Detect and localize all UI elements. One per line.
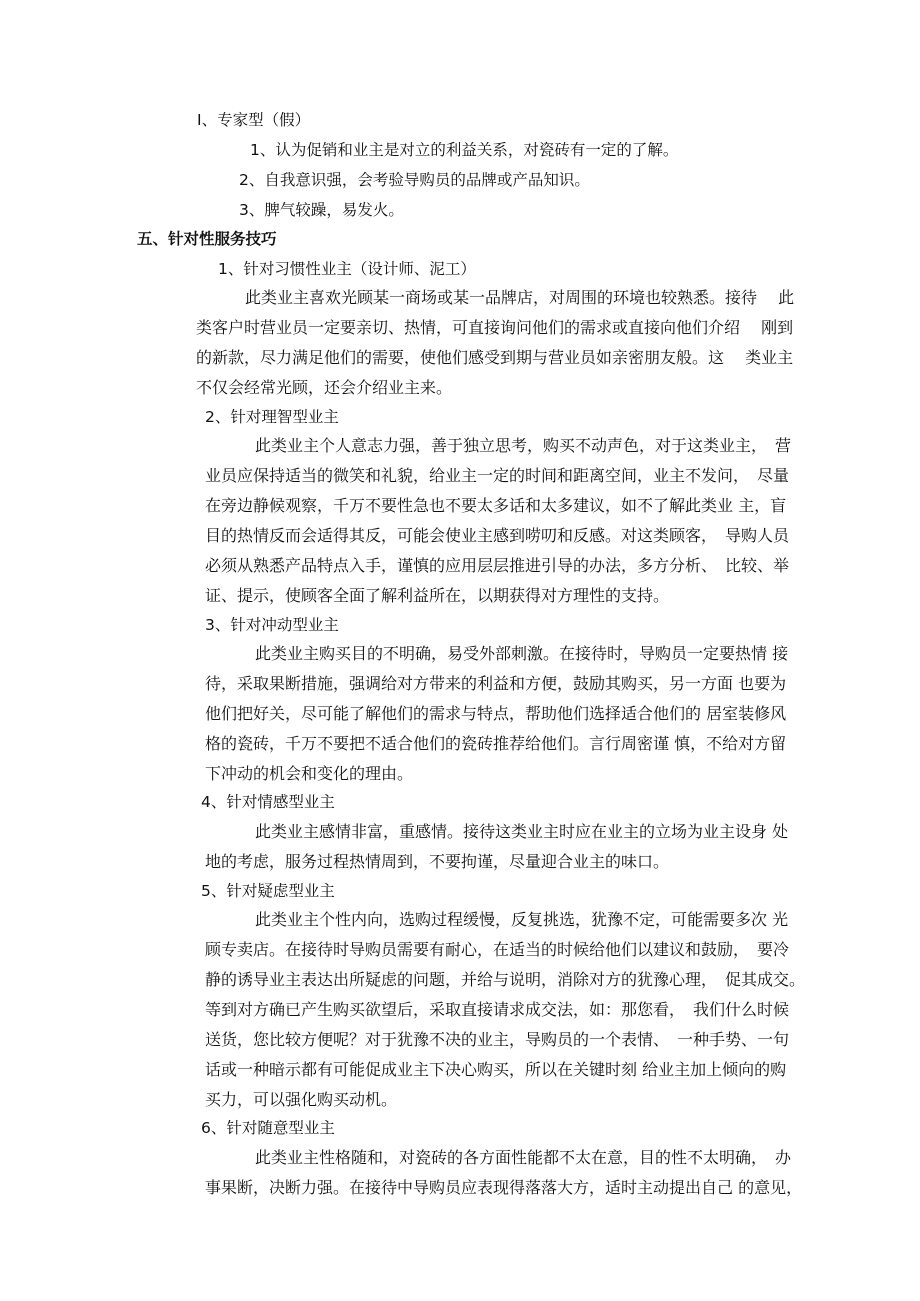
subsection-title: 2、针对理智型业主: [205, 408, 339, 426]
paragraph-line: 必须从熟悉产品特点入手，谨慎的应用层层推进引导的办法，多方分析、 比较、举: [205, 556, 790, 575]
paragraph-line: 此类业主喜欢光顾某一商场或某一品牌店，对周围的环境也较熟悉。接待 此: [245, 288, 795, 307]
paragraph-line: 送货，您比较方便呢？对于犹豫不决的业主，导购员的一个表情、 一种手势、一句: [205, 1030, 790, 1049]
paragraph-line: 他们把好关，尽可能了解他们的需求与特点，帮助他们选择适合他们的 居室装修风: [205, 704, 787, 723]
paragraph-line: 此类业主个性内向，选购过程缓慢，反复挑选，犹豫不定，可能需要多次 光: [255, 910, 789, 929]
paragraph-line: 下冲动的机会和变化的理由。: [205, 764, 414, 783]
paragraph-line: 此类业主购买目的不明确，易受外部刺激。在接待时，导购员一定要热情 接: [255, 644, 789, 663]
paragraph-line: 事果断，决断力强。在接待中导购员应表现得落落大方，适时主动提出自己 的意见，: [205, 1178, 803, 1197]
paragraph-line: 格的瓷砖，千万不要把不适合他们的瓷砖推荐给他们。言行周密谨 慎，不给对方留: [205, 734, 787, 753]
paragraph-line: 此类业主性格随和，对瓷砖的各方面性能都不太在意，目的性不太明确， 办: [255, 1148, 792, 1167]
paragraph-line: 此类业主感情非富，重感情。接待这类业主时应在业主的立场为业主设身 处: [255, 822, 789, 841]
paragraph-line: 不仅会经常光顾，还会介绍业主来。: [196, 378, 453, 397]
section-heading: 五、针对性服务技巧: [137, 230, 277, 248]
paragraph-line: 证、提示，使顾客全面了解利益所在，以期获得对方理性的支持。: [205, 586, 670, 605]
subsection-title: 4、针对情感型业主: [201, 793, 335, 811]
subsection-title: 3、针对冲动型业主: [205, 616, 339, 634]
paragraph-line: 顾专卖店。在接待时导购员需要有耐心，在适当的时候给他们以建议和鼓励， 要冷: [205, 940, 790, 959]
expert-item-3: 3、脾气较躁，易发火。: [239, 201, 404, 219]
paragraph-line: 静的诱导业主表达出所疑虑的问题，并给与说明，消除对方的犹豫心理， 促其成交。: [205, 970, 806, 989]
paragraph-line: 的新款，尽力满足他们的需要，使他们感受到期与营业员如亲密朋友般。这 类业主: [196, 348, 794, 367]
expert-item-2: 2、自我意识强，会考验导购员的品牌或产品知识。: [239, 171, 590, 189]
paragraph-line: 类客户时营业员一定要亲切、热情，可直接询问他们的需求或直接向他们介绍 刚到: [196, 318, 794, 337]
paragraph-line: 等到对方确已产生购买欲望后，采取直接请求成交法，如：那您看， 我们什么时候: [205, 1000, 790, 1019]
paragraph-line: 买力，可以强化购买动机。: [205, 1090, 398, 1109]
paragraph-line: 此类业主个人意志力强，善于独立思考，购买不动声色，对于这类业主， 营: [255, 436, 792, 455]
expert-heading: I、专家型（假）: [197, 111, 311, 129]
subsection-title: 6、针对随意型业主: [201, 1119, 335, 1137]
subsection-title: 5、针对疑虑型业主: [201, 882, 335, 900]
expert-item-1: 1、认为促销和业主是对立的利益关系，对瓷砖有一定的了解。: [250, 141, 679, 159]
paragraph-line: 在旁边静候观察，千万不要性急也不要太多话和太多建议，如不了解此类业 主，盲: [205, 496, 787, 515]
paragraph-line: 地的考虑，服务过程热情周到，不要拘谨，尽量迎合业主的味口。: [205, 852, 670, 871]
paragraph-line: 待，采取果断措施，强调给对方带来的利益和方便，鼓励其购买，另一方面 也要为: [205, 674, 787, 693]
paragraph-line: 目的热情反而会适得其反，可能会使业主感到唠叨和反感。对这类顾客， 导购人员: [205, 526, 790, 545]
subsection-title: 1、针对习惯性业主（设计师、泥工）: [218, 260, 476, 278]
paragraph-line: 业员应保持适当的微笑和礼貌，给业主一定的时间和距离空间，业主不发问， 尽量: [205, 466, 790, 485]
paragraph-line: 话或一种暗示都有可能促成业主下决心购买，所以在关键时刻 给业主加上倾向的购: [205, 1060, 787, 1079]
